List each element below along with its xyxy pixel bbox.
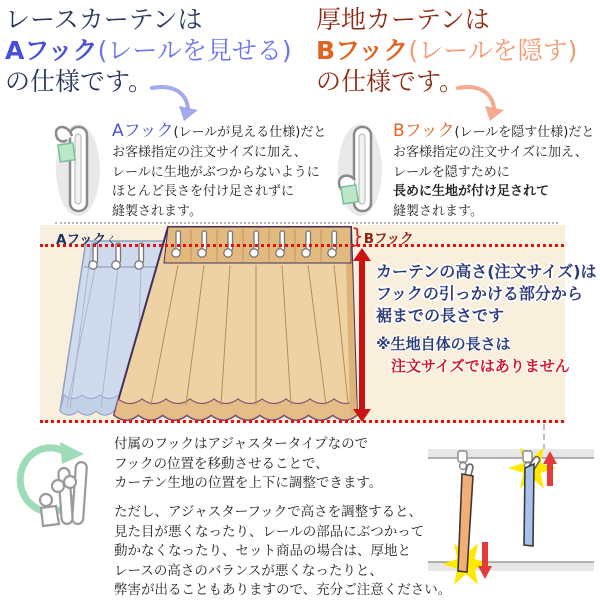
diagram-b-hook-label bbox=[351, 224, 414, 248]
a-hook-paren: (レールを見せる) bbox=[97, 36, 292, 65]
text-line-bold: 長めに生地が付け足されて bbox=[393, 184, 550, 199]
text-line: カーテン生地の位置を上下に調整できます。 bbox=[114, 475, 383, 491]
text-line: レールに生地がぶつからないように bbox=[112, 164, 320, 180]
b-hook-label: Bフック bbox=[393, 121, 455, 141]
b-hook-title-rest: (レールを隠す仕様)だと bbox=[454, 125, 595, 140]
diagram-b-hook-text: Bフック bbox=[363, 231, 414, 247]
b-hook-section-title bbox=[393, 121, 594, 143]
drape-curtain-heading bbox=[316, 4, 577, 97]
heading-line: 厚地カーテンは bbox=[316, 5, 490, 34]
heading-line: の仕様です。 bbox=[316, 67, 465, 96]
a-hook-word: Aフック bbox=[5, 36, 98, 65]
a-hook-section-title bbox=[112, 121, 326, 143]
height-measure-arrow-icon bbox=[352, 248, 372, 422]
text-line: お客様指定の注文サイズに加え、 bbox=[112, 145, 307, 160]
b-hook-brace: } bbox=[351, 224, 364, 248]
caution-paragraph bbox=[114, 503, 451, 600]
text-line: ただし、アジャスターフックで高さを調整すると、 bbox=[114, 504, 423, 520]
text-line: レースの高さのバランスが悪くなったりと、 bbox=[114, 562, 383, 579]
curved-down-arrow-orange-icon bbox=[452, 82, 510, 122]
adjuster-rotate-icon bbox=[8, 438, 102, 534]
text-line: 裾までの長さです bbox=[376, 306, 505, 325]
a-hook-label: Aフック bbox=[112, 121, 174, 141]
text-line: 付属のフックはアジャスタータイプなので bbox=[114, 436, 369, 452]
a-hook-title-rest: (レールが見える仕様)だと bbox=[173, 125, 327, 140]
b-hook-paren: (レールを隠す) bbox=[408, 36, 578, 65]
text-line: カーテンの高さ(注文サイズ)は bbox=[376, 262, 597, 281]
text-line: レールを隠すために bbox=[393, 164, 510, 180]
text-line: 動かなくなったり、セット商品の場合は、厚地と bbox=[114, 543, 411, 559]
height-note bbox=[376, 261, 597, 327]
b-hook-description bbox=[393, 143, 588, 221]
curved-down-arrow-blue-icon bbox=[146, 82, 204, 122]
rail-adjustment-illustration bbox=[428, 446, 594, 598]
caution-note-line1: ※生地自体の長さは bbox=[376, 335, 511, 353]
b-hook-icon bbox=[328, 120, 390, 220]
rail-dotted-line bbox=[55, 222, 558, 224]
hook-level-dotted-line bbox=[40, 244, 564, 247]
text-line: 縫製されます。 bbox=[112, 203, 202, 219]
heading-line: の仕様です。 bbox=[5, 67, 154, 96]
heading-line bbox=[316, 35, 577, 66]
heading-line bbox=[5, 35, 292, 66]
text-line: 縫製されます。 bbox=[393, 203, 483, 219]
adjuster-hooks bbox=[40, 462, 87, 526]
a-hook-description bbox=[112, 143, 320, 221]
diagram-a-hook-text: Aフック bbox=[56, 232, 107, 248]
caution-note-line2: 注文サイズではありません bbox=[391, 357, 570, 375]
heading-line: レースカーテンは bbox=[5, 5, 203, 34]
hem-level-dotted-line bbox=[40, 420, 564, 423]
text-line: 見た目が悪くなったり、レールの部品にぶつかって bbox=[114, 523, 425, 540]
text-line: 弊害が出ることもありますので、充分ご注意ください。 bbox=[114, 582, 452, 598]
adjuster-paragraph bbox=[114, 435, 382, 494]
a-hook-pointer-mark: く bbox=[106, 234, 118, 247]
text-line: お客様指定の注文サイズに加え、 bbox=[393, 145, 588, 160]
text-line: フックの引っかける部分から bbox=[376, 284, 583, 303]
a-hook-icon bbox=[46, 120, 108, 220]
text-line: フックの位置を移動させることで、 bbox=[114, 455, 329, 472]
rail-clip bbox=[458, 451, 467, 470]
down-arrow-icon bbox=[478, 542, 492, 579]
b-hook-word: Bフック bbox=[316, 36, 409, 65]
diagram-a-hook-label bbox=[56, 228, 117, 248]
text-line: ほとんど長さを付け足されずに bbox=[112, 184, 295, 199]
